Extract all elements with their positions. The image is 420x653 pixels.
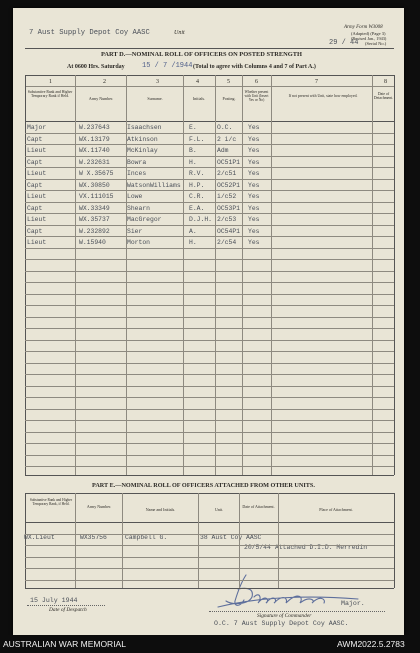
row-rank: Lieut: [27, 147, 47, 154]
row-rank: Lieut: [27, 239, 47, 246]
e-row-place: Attached D.I.D. Merredin: [275, 544, 368, 551]
header-surname: Surname.: [147, 96, 163, 101]
row-number: W.15940: [79, 239, 106, 246]
column-line: [198, 493, 199, 588]
e-row-date: 20/5/44: [244, 544, 271, 551]
serial-number: 29 / 44: [329, 39, 359, 47]
col-num-2: 2: [103, 79, 106, 85]
row-number: VX.111015: [79, 193, 114, 200]
rule-line: [25, 271, 394, 272]
row-number: W.232631: [79, 158, 110, 166]
rule-line: [25, 190, 394, 191]
row-initials: C.R.: [189, 193, 205, 200]
rule-line: [25, 397, 394, 398]
despatch-label: Date of Despatch: [49, 607, 87, 613]
row-initials: F.L.: [189, 135, 205, 143]
rule-line: [25, 340, 394, 341]
rule-line: [25, 580, 394, 581]
column-line: [394, 493, 395, 588]
serial-label: (Serial No.): [365, 41, 387, 46]
header-army-number: Army Number.: [88, 96, 114, 101]
row-posting: O.C.: [217, 124, 233, 131]
row-initials: A.: [189, 227, 197, 235]
col-num-3: 3: [156, 79, 159, 85]
row-initials: E.A.: [189, 204, 205, 212]
e-row-name: Campbell G.: [125, 534, 168, 541]
rule-line: [25, 225, 394, 226]
rule-line: [25, 317, 394, 318]
row-initials: B.: [189, 147, 197, 154]
form-revision: (Revised Jan., 1943): [351, 36, 387, 41]
row-number: WX.30850: [79, 181, 110, 189]
row-rank: Major: [27, 124, 47, 131]
row-initials: R.V.: [189, 170, 205, 177]
footer-bar: [0, 635, 420, 653]
rule-line: [25, 588, 394, 589]
e-header-date: Date of Attachment.: [242, 504, 275, 509]
row-present: Yes: [248, 170, 260, 177]
rule-line: [25, 443, 394, 444]
column-line: [394, 75, 395, 475]
e-header-number: Army Number.: [86, 504, 112, 509]
rule-line: [25, 475, 394, 476]
rule-line: [25, 213, 394, 214]
row-posting: OC52P1: [217, 181, 241, 189]
row-rank: Lieut: [27, 170, 47, 177]
row-present: Yes: [248, 124, 260, 131]
column-line: [122, 493, 123, 588]
header-employment: If not present with Unit, state how employed.: [288, 94, 358, 98]
row-surname: MacGregor: [127, 216, 162, 223]
commander-rank: Major.: [341, 600, 365, 607]
row-posting: 2/c54: [217, 239, 237, 246]
row-present: Yes: [248, 204, 260, 212]
row-rank: Lieut: [27, 216, 47, 223]
rule-line: [25, 133, 394, 134]
e-row-rank: WX.Lieut: [24, 534, 55, 541]
column-line: [239, 493, 240, 588]
rule-line: [25, 557, 394, 558]
despatch-date: 15 July 1944: [30, 597, 78, 604]
column-line: [75, 493, 76, 588]
row-surname: McKinlay: [127, 147, 158, 154]
rule-line: [25, 282, 394, 283]
row-surname: Lowe: [127, 193, 143, 200]
header-rank: Substantive Rank and Higher Temporary Rank if Held.: [27, 90, 73, 99]
rule-line: [25, 545, 394, 546]
col-num-1: 1: [49, 79, 52, 85]
rule-line: [25, 420, 394, 421]
rule-line: [25, 409, 394, 410]
row-posting: OC51P1: [217, 158, 241, 166]
row-number: WX.11740: [79, 147, 110, 154]
row-present: Yes: [248, 158, 260, 166]
row-present: Yes: [248, 181, 260, 189]
column-line: [215, 75, 216, 475]
unit-name-typed: 7 Aust Supply Depot Coy AASC: [29, 29, 150, 37]
form-title: Army Form W3008: [344, 25, 383, 30]
row-posting: 2/c53: [217, 216, 237, 223]
row-surname: Inces: [127, 170, 147, 177]
rule-line: [25, 144, 394, 145]
rule-line: [25, 248, 394, 249]
e-header-place: Place of Attachment.: [319, 507, 353, 512]
column-line: [25, 75, 26, 475]
rule-line: [25, 432, 394, 433]
part-d-at-suffix: (Total to agree with Columns 4 and 7 of Part A.): [193, 64, 316, 70]
rule-line: [25, 568, 394, 569]
column-line: [25, 493, 26, 588]
column-line: [372, 75, 373, 475]
row-present: Yes: [248, 227, 260, 235]
row-present: Yes: [248, 135, 260, 143]
row-rank: Capt: [27, 135, 43, 143]
e-row-number: WX35756: [80, 534, 107, 541]
part-e-title: PART E.—NOMINAL ROLL OF OFFICERS ATTACHED FROM OTHER UNITS.: [92, 482, 315, 489]
column-line: [271, 75, 272, 475]
row-rank: Lieut: [27, 193, 47, 200]
rule-line: [25, 236, 394, 237]
row-posting: OC54P1: [217, 227, 241, 235]
col-num-7: 7: [315, 79, 318, 85]
part-d-at-prefix: At 0600 Hrs. Saturday: [67, 64, 125, 70]
row-number: WX.35737: [79, 216, 110, 223]
rule-line: [25, 305, 394, 306]
document-sheet: [13, 8, 404, 635]
row-number: W.232892: [79, 227, 110, 235]
e-header-name: Name and Initials.: [145, 507, 176, 512]
col-num-4: 4: [196, 79, 199, 85]
row-surname: Atkinson: [127, 135, 158, 143]
row-present: Yes: [248, 147, 260, 154]
header-posting: Posting.: [222, 96, 236, 101]
row-surname: WatsonWilliams: [127, 181, 181, 189]
rule-line: [25, 363, 394, 364]
rule-line: [25, 386, 394, 387]
column-line: [126, 75, 127, 475]
row-posting: 2 i/c: [217, 135, 237, 143]
rule-line: [25, 534, 394, 535]
row-number: W.237643: [79, 124, 110, 131]
col-num-5: 5: [227, 79, 230, 85]
row-surname: Morton: [127, 239, 151, 246]
row-present: Yes: [248, 216, 260, 223]
row-rank: Capt: [27, 204, 43, 212]
commander-label: Signature of Commander: [257, 613, 312, 619]
rule-line: [25, 167, 394, 168]
header-present: Whether present with Unit (Insert Yes or No): [244, 90, 269, 103]
rule-line: [25, 202, 394, 203]
rule-line: [25, 259, 394, 260]
part-d-date: 15 / 7 /1944: [142, 62, 193, 70]
row-present: Yes: [248, 193, 260, 200]
row-initials: H.P.: [189, 181, 205, 189]
row-posting: OC53P1: [217, 204, 241, 212]
rule-line: [25, 328, 394, 329]
commander-signature: [208, 567, 368, 617]
row-surname: Bowra: [127, 158, 147, 166]
form-subtitle: (Adapted) (Page 3): [351, 31, 386, 36]
footer-credit: AUSTRALIAN WAR MEMORIAL: [3, 639, 126, 649]
rule-line: [25, 493, 394, 494]
row-posting: i/c52: [217, 193, 237, 200]
rule-line: [25, 522, 394, 523]
row-initials: H.: [189, 239, 197, 246]
column-line: [278, 493, 279, 588]
row-rank: Capt: [27, 181, 43, 189]
e-header-rank: Substantive Rank and Higher Temporary Rank, if Held.: [29, 498, 73, 507]
row-posting: Adm: [217, 147, 229, 154]
rule-line: [25, 294, 394, 295]
row-initials: E.: [189, 124, 197, 131]
row-surname: Shearn: [127, 204, 151, 212]
row-number: W X.35675: [79, 170, 114, 177]
rule-line: [25, 75, 394, 76]
rule-line: [25, 156, 394, 157]
rule-line: [25, 351, 394, 352]
rule-line: [25, 86, 394, 87]
e-row-unit: 38 Aust Coy AASC: [200, 534, 262, 541]
row-initials: H.: [189, 158, 197, 166]
row-posting: 2/c51: [217, 170, 237, 177]
column-line: [242, 75, 243, 475]
row-surname: Isaachsen: [127, 124, 162, 131]
rule-line: [25, 374, 394, 375]
rule-line: [25, 179, 394, 180]
row-initials: D.J.H.: [189, 216, 213, 223]
row-surname: Sier: [127, 227, 143, 235]
row-number: WX.13179: [79, 135, 110, 143]
footer-accession: AWM2022.5.2783: [337, 639, 405, 649]
commander-title: O.C. 7 Aust Supply Depot Coy AASC.: [214, 620, 349, 627]
col-num-8: 8: [384, 79, 387, 85]
rule-line: [25, 121, 394, 122]
rule-line: [25, 455, 394, 456]
row-rank: Capt: [27, 227, 43, 235]
header-detachment: Date of Detachment.: [373, 92, 394, 101]
column-line: [183, 75, 184, 475]
column-line: [75, 75, 76, 475]
row-number: WX.33349: [79, 204, 110, 212]
rule-line: [25, 466, 394, 467]
row-present: Yes: [248, 239, 260, 246]
col-num-6: 6: [255, 79, 258, 85]
unit-label: Unit: [174, 30, 185, 36]
row-rank: Capt: [27, 158, 43, 166]
part-d-title: PART D.—NOMINAL ROLL OF OFFICERS ON POSTED STRENGTH: [101, 51, 302, 58]
e-header-unit: Unit.: [214, 507, 224, 512]
header-initials: Initials.: [192, 96, 206, 101]
